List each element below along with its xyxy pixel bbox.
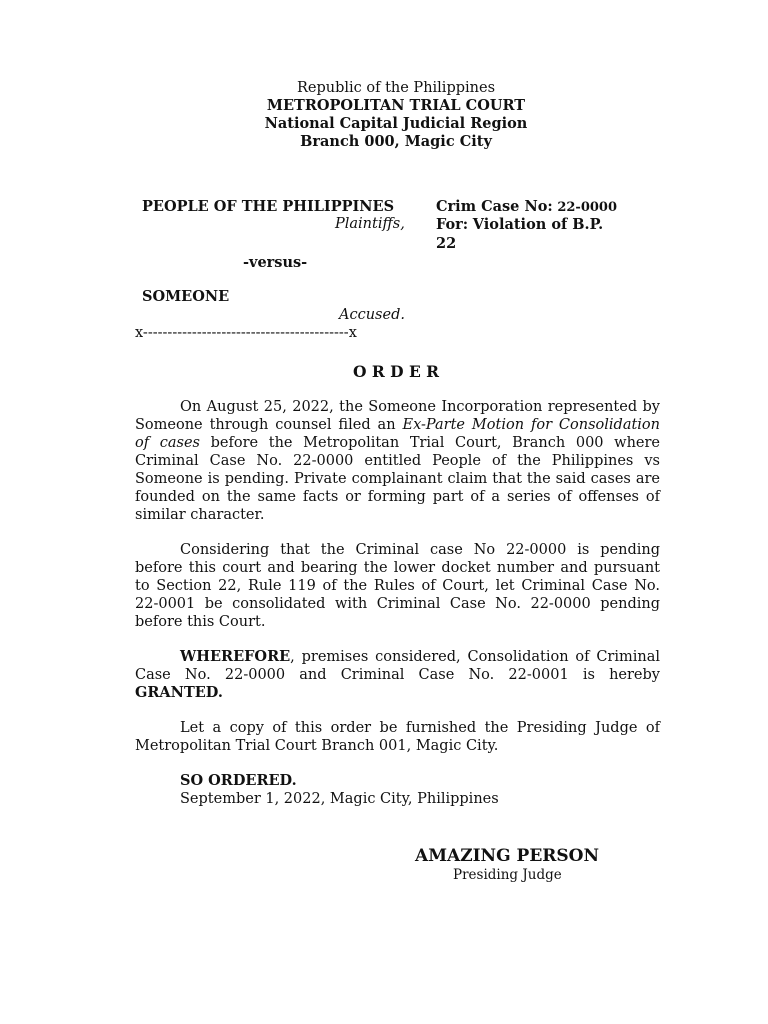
caption-divider: x------------------------------------------x [135, 325, 357, 341]
case-number-line [436, 198, 617, 215]
header-region: National Capital Judicial Region [264, 115, 528, 132]
p2-text: Considering that the Criminal case No 22-0000 is pending before this court and bearing the lower docket number and pursuant to Section 22, Rule 119 of the Rules of Court, let Criminal Case No. 22-0001 be consolidated with Criminal Case No. 22-0000 pending before this Court. [135, 542, 660, 630]
judge-name: AMAZING PERSON [415, 846, 600, 866]
so-ordered: SO ORDERED. [180, 772, 297, 789]
body-paragraph-3 [135, 648, 660, 702]
p4-text: Let a copy of this order be furnished the Presiding Judge of Metropolitan Trial Court Branch 001, Magic City. [135, 720, 660, 754]
versus-label: -versus- [243, 254, 308, 271]
body-paragraph-4 [135, 719, 660, 755]
header-court-name: METROPOLITAN TRIAL COURT [266, 97, 526, 114]
plaintiff-role: Plaintiffs, [335, 216, 405, 232]
offense-line [436, 216, 603, 233]
p1-motion-title: Ex-Parte Motion for Consolidation of cases [135, 417, 661, 451]
p3-text: , premises considered, Consolidation of Criminal Case No. 22-0000 and Criminal Case No. 22-0001 is hereby [135, 649, 660, 683]
p1-text-a: On August 25, 2022, the Someone Incorporation represented by Someone through counsel filed an [135, 399, 660, 433]
judge-title: Presiding Judge [453, 867, 562, 883]
accused-name: SOMEONE [142, 288, 230, 305]
violation-text-cont: 22 [436, 235, 457, 252]
p1-text-b: before the Metropolitan Trial Court, Branch 000 where Criminal Case No. 22-0000 entitled People of the Philippines vs Someone is pending. Private complainant claim that the said cases are founded on the same facts or forming part of a series of offenses of similar character. [135, 435, 661, 523]
violation-text: Violation of B.P. [472, 216, 604, 233]
body-paragraph-1 [135, 398, 660, 524]
header-branch: Branch 000, Magic City [300, 133, 492, 150]
order-title: O R D E R [352, 362, 440, 381]
date-place: September 1, 2022, Magic City, Philippines [180, 791, 499, 807]
p3-granted: GRANTED [135, 684, 218, 701]
court-header [0, 79, 768, 151]
case-number: 22-0000 [557, 200, 618, 215]
body-paragraph-2 [135, 541, 660, 631]
accused-role: Accused. [339, 307, 405, 323]
p3-wherefore: WHEREFORE [180, 648, 291, 665]
plaintiff-name: PEOPLE OF THE PHILIPPINES [142, 198, 395, 215]
case-label: Crim Case No: [436, 198, 553, 215]
for-label: For: [436, 216, 469, 233]
header-republic: Republic of the Philippines [296, 80, 496, 96]
p3-period: . [217, 684, 223, 701]
